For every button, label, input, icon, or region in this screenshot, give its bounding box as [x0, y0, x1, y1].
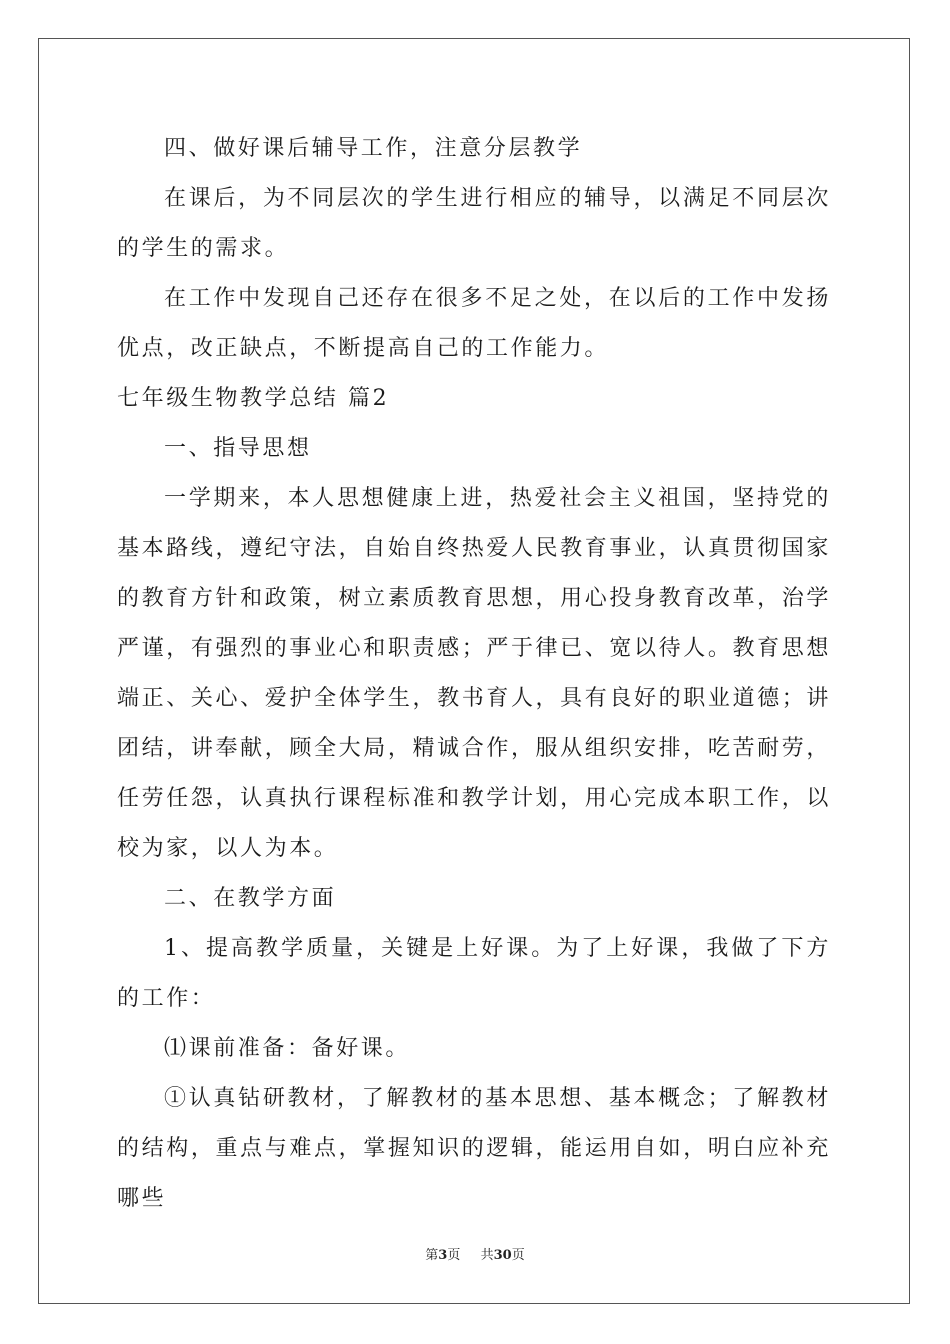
paragraph: 二、在教学方面: [164, 886, 337, 911]
page-label-prefix: 第: [425, 1248, 439, 1263]
section-heading: 七年级生物教学总结 篇2: [117, 386, 390, 411]
page-label-suffix: 页: [447, 1248, 461, 1263]
total-pages: 30: [493, 1248, 512, 1263]
total-label-prefix: 共: [480, 1248, 494, 1263]
paragraph: 在工作中发现自己还存在很多不足之处，在以后的工作中发扬优点，改正缺点，不断提高自己的工作能力。: [117, 286, 831, 361]
paragraph: ⑴课前准备：备好课。: [164, 1036, 411, 1061]
paragraph: 四、做好课后辅导工作，注意分层教学: [164, 136, 583, 161]
total-label-suffix: 页: [511, 1248, 525, 1263]
paragraph: 在课后，为不同层次的学生进行相应的辅导，以满足不同层次的学生的需求。: [117, 186, 831, 261]
paragraph: ①认真钻研教材，了解教材的基本思想、基本概念；了解教材的结构，重点与难点，掌握知识的逻辑，能运用自如，明白应补充哪些: [117, 1086, 831, 1211]
page-footer: [0, 1244, 950, 1263]
paragraph: 一、指导思想: [164, 436, 312, 461]
page-number: 3: [438, 1248, 448, 1263]
paragraph: 一学期来，本人思想健康上进，热爱社会主义祖国，坚持党的基本路线，遵纪守法，自始自终热爱人民教育事业，认真贯彻国家的教育方针和政策，树立素质教育思想，用心投身教育改革，治学严谨，有强烈的事业心和职责感；严于律已、宽以待人。教育思想端正、关心、爱护全体学生，教书育人，具有良好的职业道德；讲团结，讲奉献，顾全大局，精诚合作，服从组织安排，吃苦耐劳，任劳任怨，认真执行课程标准和教学计划，用心完成本职工作，以校为家，以人为本。: [117, 486, 831, 861]
document-body: [117, 124, 831, 1224]
paragraph: 1、提高教学质量，关键是上好课。为了上好课，我做了下方的工作：: [117, 936, 831, 1011]
